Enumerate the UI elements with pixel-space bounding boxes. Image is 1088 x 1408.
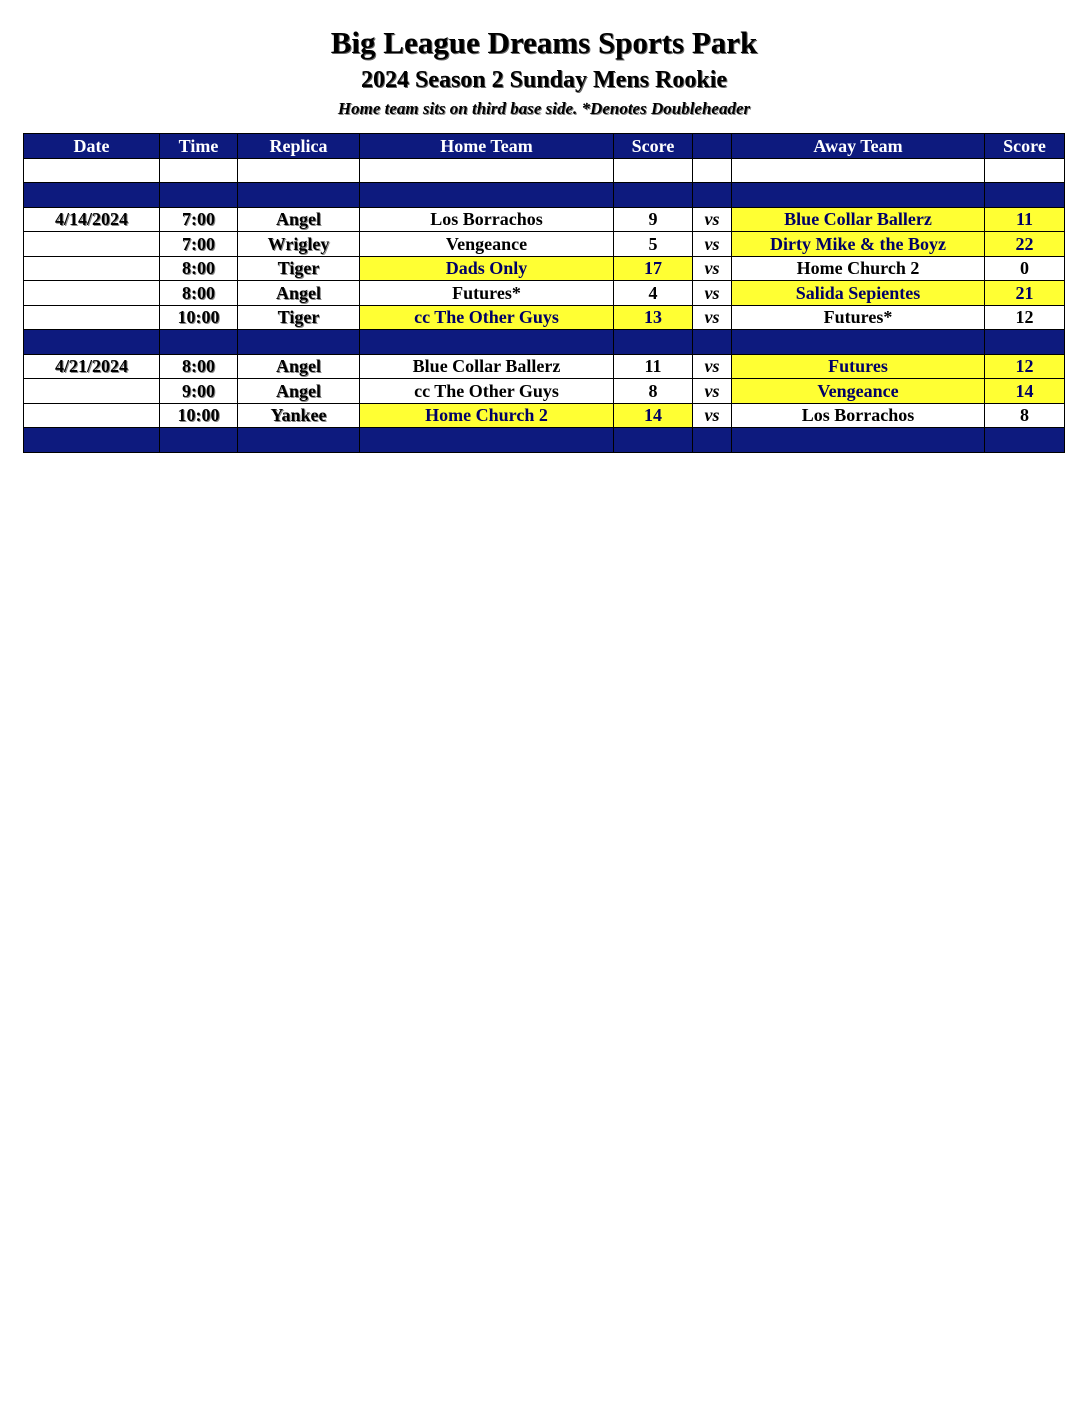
empty-row [24,158,1065,183]
home-score: 17 [614,256,693,281]
home-score: 5 [614,232,693,257]
home-score: 9 [614,207,693,232]
page-subtitle: 2024 Season 2 Sunday Mens Rookie [360,67,728,93]
col-header-replica: Replica [238,134,360,159]
game-time: 10:00 [160,305,238,330]
game-time: 7:00 [160,232,238,257]
away-score: 21 [985,281,1065,306]
away-team: Blue Collar Ballerz [732,207,985,232]
separator-band [24,330,1065,355]
game-replica: Wrigley [238,232,360,257]
col-header-away-score: Score [985,134,1065,159]
col-header-away-team: Away Team [732,134,985,159]
vs-label: vs [693,281,732,306]
game-replica: Angel [238,207,360,232]
game-date [24,379,160,404]
schedule-note: Home team sits on third base side. *Denotes Doubleheader [337,99,751,118]
home-team: cc The Other Guys [360,305,614,330]
col-header-home-score: Score [614,134,693,159]
away-score: 14 [985,379,1065,404]
home-team: Blue Collar Ballerz [360,354,614,379]
table-row [24,232,1065,257]
vs-label: vs [693,379,732,404]
vs-label: vs [693,305,732,330]
page-title: Big League Dreams Sports Park [330,25,758,60]
home-team: Vengeance [360,232,614,257]
home-score: 4 [614,281,693,306]
home-score: 8 [614,379,693,404]
away-score: 12 [985,354,1065,379]
col-header-home-team: Home Team [360,134,614,159]
away-team: Vengeance [732,379,985,404]
game-time: 10:00 [160,403,238,428]
game-time: 8:00 [160,354,238,379]
table-row [24,403,1065,428]
game-date [24,305,160,330]
separator-band [24,183,1065,208]
away-score: 11 [985,207,1065,232]
table-row [24,256,1065,281]
home-score: 14 [614,403,693,428]
away-team: Dirty Mike & the Boyz [732,232,985,257]
separator-band [24,428,1065,453]
game-date [24,281,160,306]
vs-label: vs [693,256,732,281]
game-replica: Angel [238,354,360,379]
col-header-time: Time [160,134,238,159]
home-team: Futures* [360,281,614,306]
game-date [24,256,160,281]
vs-label: vs [693,232,732,257]
home-score: 13 [614,305,693,330]
header-row [24,134,1065,159]
table-row [24,354,1065,379]
table-row [24,281,1065,306]
col-header-vs [693,134,732,159]
schedule-table [23,133,1065,453]
table-row [24,305,1065,330]
vs-label: vs [693,403,732,428]
game-time: 8:00 [160,281,238,306]
away-score: 0 [985,256,1065,281]
game-date [24,403,160,428]
game-date: 4/21/2024 [24,354,160,379]
away-team: Home Church 2 [732,256,985,281]
table-row [24,207,1065,232]
home-team: Home Church 2 [360,403,614,428]
game-time: 7:00 [160,207,238,232]
away-score: 22 [985,232,1065,257]
away-team: Los Borrachos [732,403,985,428]
game-replica: Angel [238,379,360,404]
game-date [24,232,160,257]
table-row [24,379,1065,404]
away-team: Futures [732,354,985,379]
away-team: Salida Sepientes [732,281,985,306]
away-team: Futures* [732,305,985,330]
home-team: Los Borrachos [360,207,614,232]
game-time: 8:00 [160,256,238,281]
home-team: cc The Other Guys [360,379,614,404]
vs-label: vs [693,207,732,232]
game-time: 9:00 [160,379,238,404]
game-replica: Tiger [238,305,360,330]
away-score: 12 [985,305,1065,330]
away-score: 8 [985,403,1065,428]
col-header-date: Date [24,134,160,159]
document-header [0,24,1088,120]
game-replica: Tiger [238,256,360,281]
game-date: 4/14/2024 [24,207,160,232]
home-team: Dads Only [360,256,614,281]
game-replica: Yankee [238,403,360,428]
vs-label: vs [693,354,732,379]
home-score: 11 [614,354,693,379]
game-replica: Angel [238,281,360,306]
